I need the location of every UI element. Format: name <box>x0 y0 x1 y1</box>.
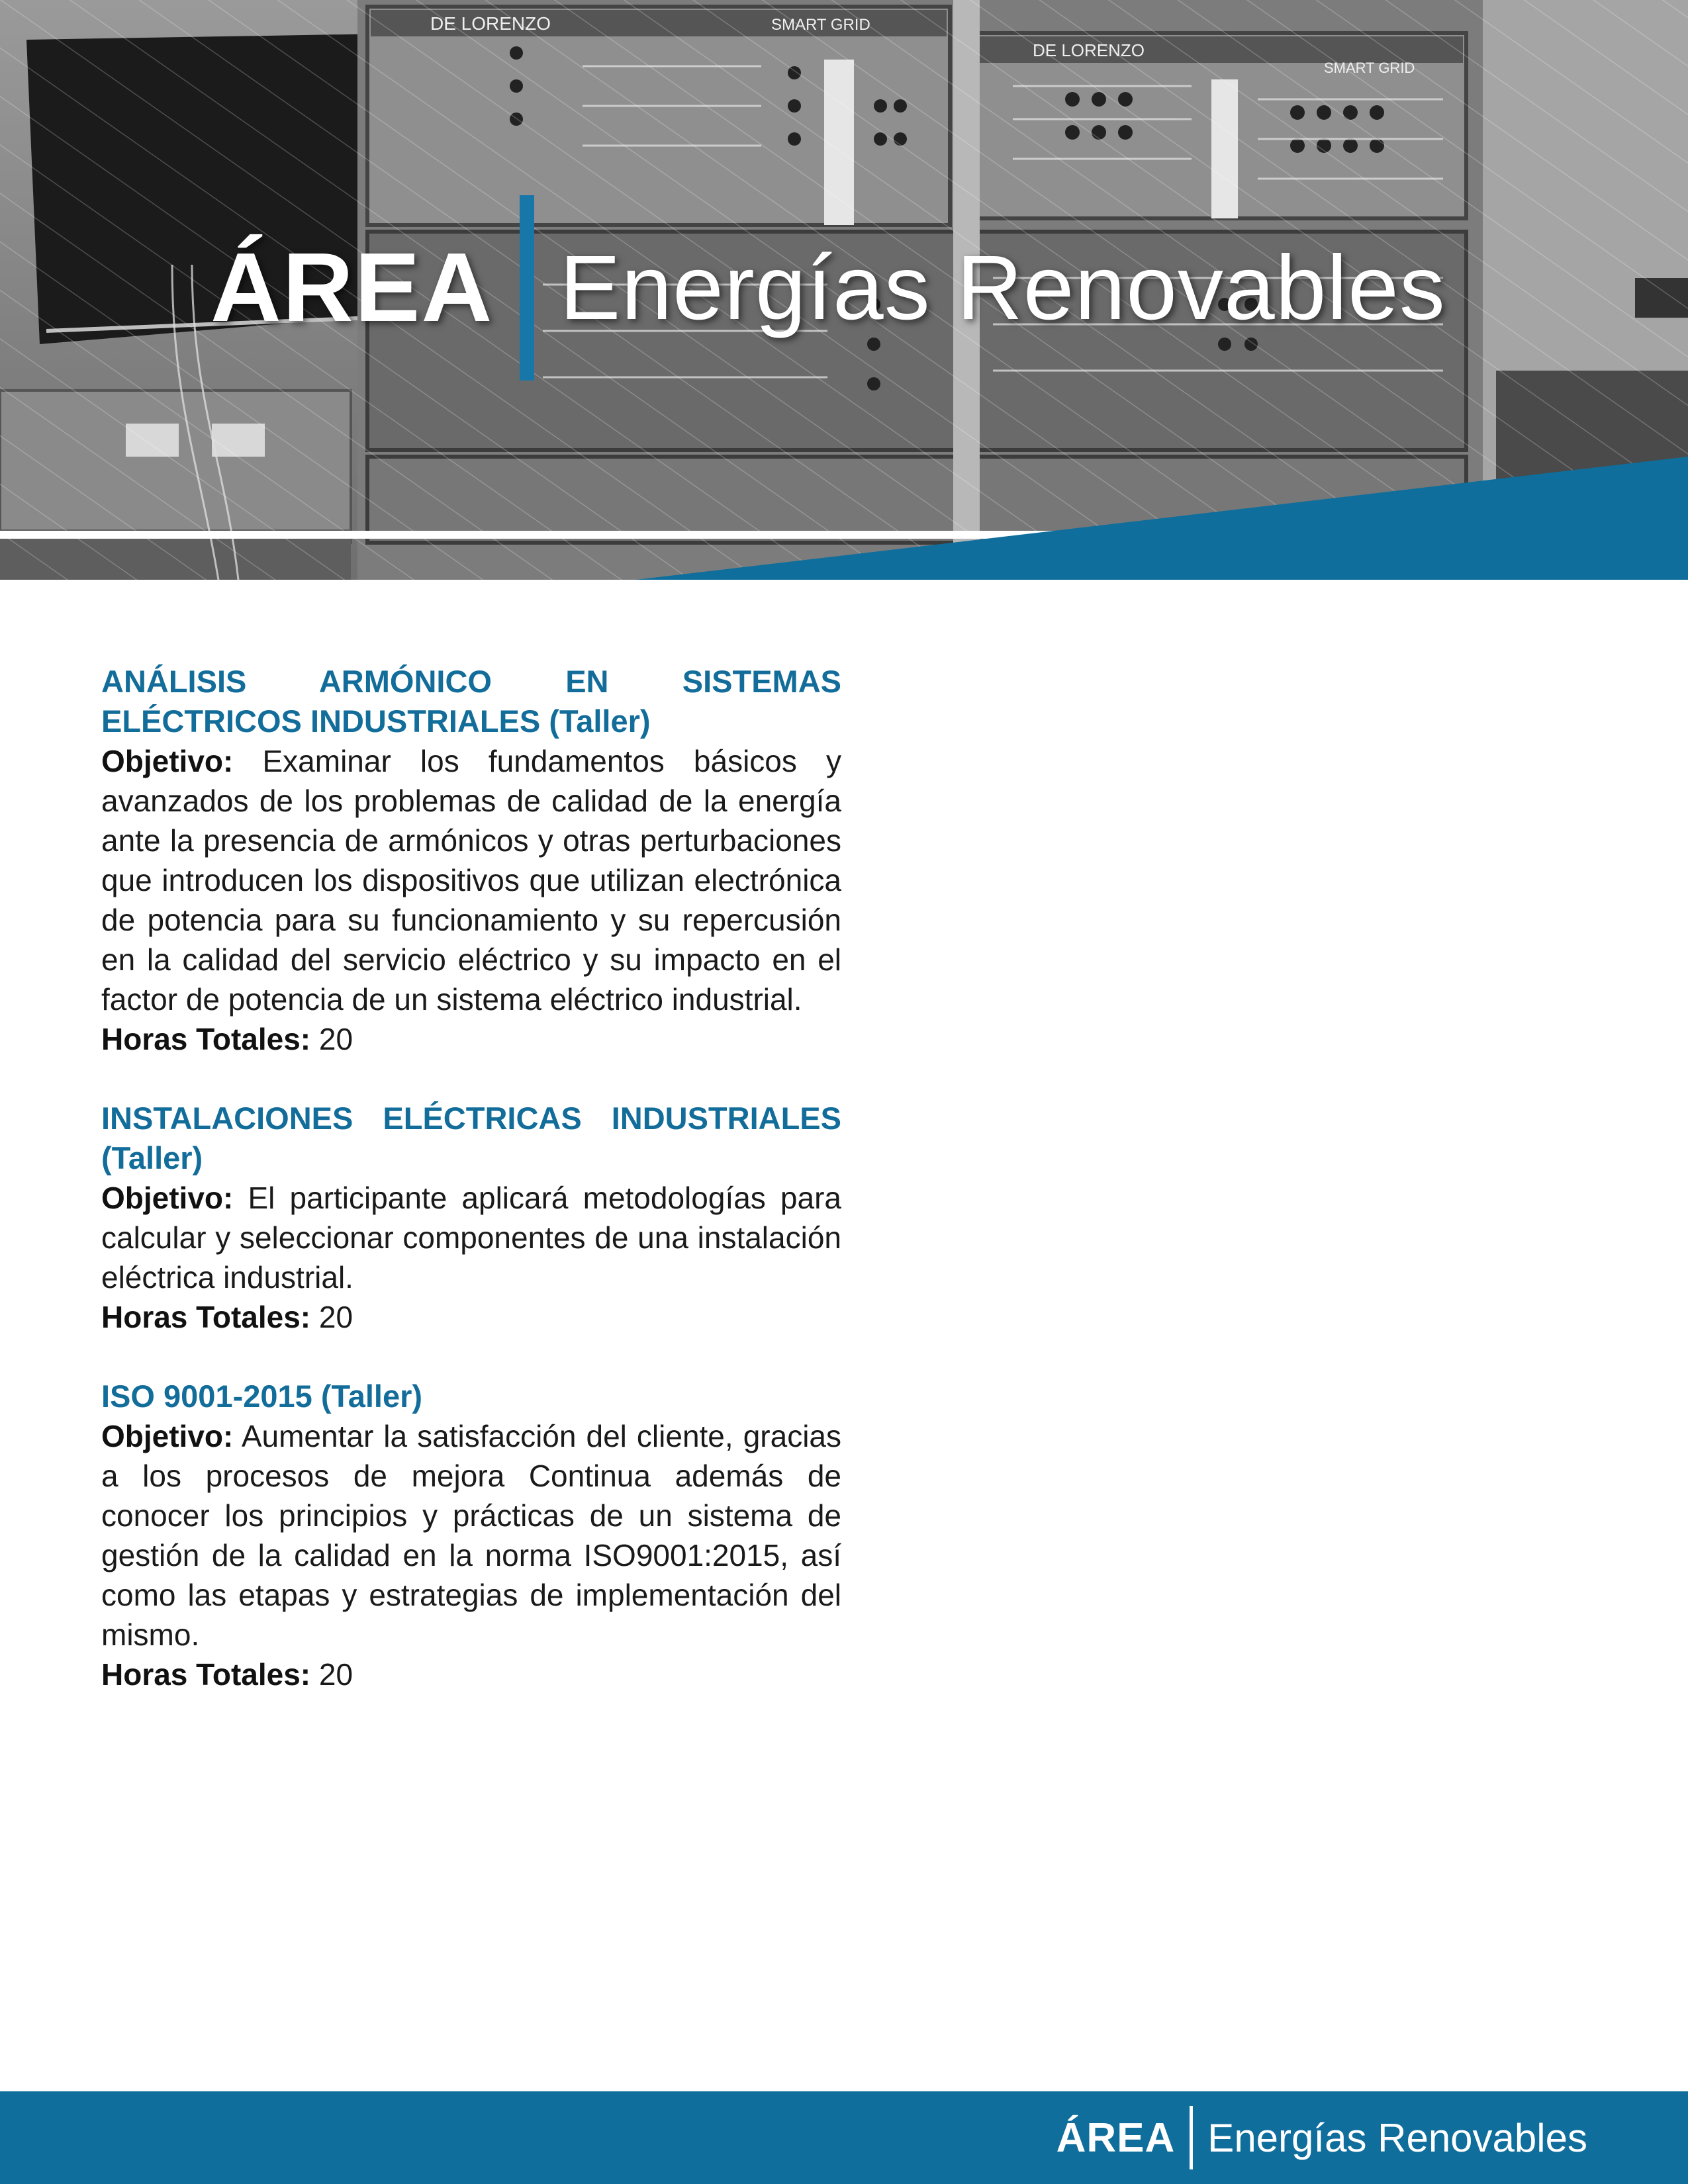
hours-value: 20 <box>318 1022 353 1056</box>
hours-value: 20 <box>318 1300 353 1334</box>
footer-bar <box>0 2091 1688 2184</box>
footer-title <box>1056 2105 1587 2171</box>
objective-text: Aumentar la satisfacción del cliente, gracias a los procesos de mejora Continua además de conocer los principios y prácticas de un sistema de gestión de la calidad en la norma ISO9001:2015, así como las etapas y estrategias de implementación del mismo. <box>101 1419 841 1652</box>
header-divider <box>520 195 534 381</box>
course-hours <box>101 1655 841 1694</box>
course-title-text: INSTALACIONES ELÉCTRICAS INDUSTRIALES <box>101 1101 841 1136</box>
course-title-suffix: (Taller) <box>101 1140 203 1175</box>
course-hours <box>101 1297 841 1337</box>
footer-area-name: Energías Renovables <box>1207 2115 1587 2160</box>
course-title <box>101 662 841 741</box>
hours-label: Horas Totales: <box>101 1657 311 1692</box>
course-hours <box>101 1019 841 1059</box>
hours-label: Horas Totales: <box>101 1300 311 1334</box>
header-title <box>211 195 1446 381</box>
header-area-label: ÁREA <box>211 233 494 342</box>
course-objective <box>101 741 841 1019</box>
objective-label: Objetivo: <box>101 1419 234 1453</box>
course-title <box>101 1377 841 1416</box>
hours-value: 20 <box>318 1657 353 1692</box>
course-objective <box>101 1178 841 1297</box>
objective-text: Examinar los fundamentos básicos y avanzados de los problemas de calidad de la energía ante la presencia de armónicos y otras perturbaciones que introducen los dispositivos que utilizan electrónica de potencia para su funcionamiento y su repercusión en la calidad del servicio eléctrico y su impacto en el factor de potencia de un sistema eléctrico industrial. <box>101 744 842 1017</box>
objective-label: Objetivo: <box>101 1181 234 1215</box>
course-title-suffix: (Taller) <box>320 1379 423 1414</box>
course-objective <box>101 1416 841 1655</box>
hours-label: Horas Totales: <box>101 1022 311 1056</box>
course-list <box>101 662 841 1734</box>
footer-divider <box>1190 2106 1193 2169</box>
course-item <box>101 1099 841 1337</box>
header-area-name: Energías Renovables <box>559 237 1446 339</box>
course-title <box>101 1099 841 1178</box>
header-banner <box>0 0 1688 580</box>
course-title-text: ISO 9001-2015 <box>101 1379 312 1414</box>
course-title-text: ANÁLISIS ARMÓNICO EN SISTEMAS ELÉCTRICOS INDUSTRIALES <box>101 664 841 739</box>
course-title-suffix: (Taller) <box>549 704 651 739</box>
course-item <box>101 662 841 1059</box>
objective-label: Objetivo: <box>101 744 234 778</box>
course-item <box>101 1377 841 1694</box>
objective-text: El participante aplicará metodologías para calcular y seleccionar componentes de una instalación eléctrica industrial. <box>101 1181 841 1295</box>
footer-area-label: ÁREA <box>1056 2115 1176 2161</box>
